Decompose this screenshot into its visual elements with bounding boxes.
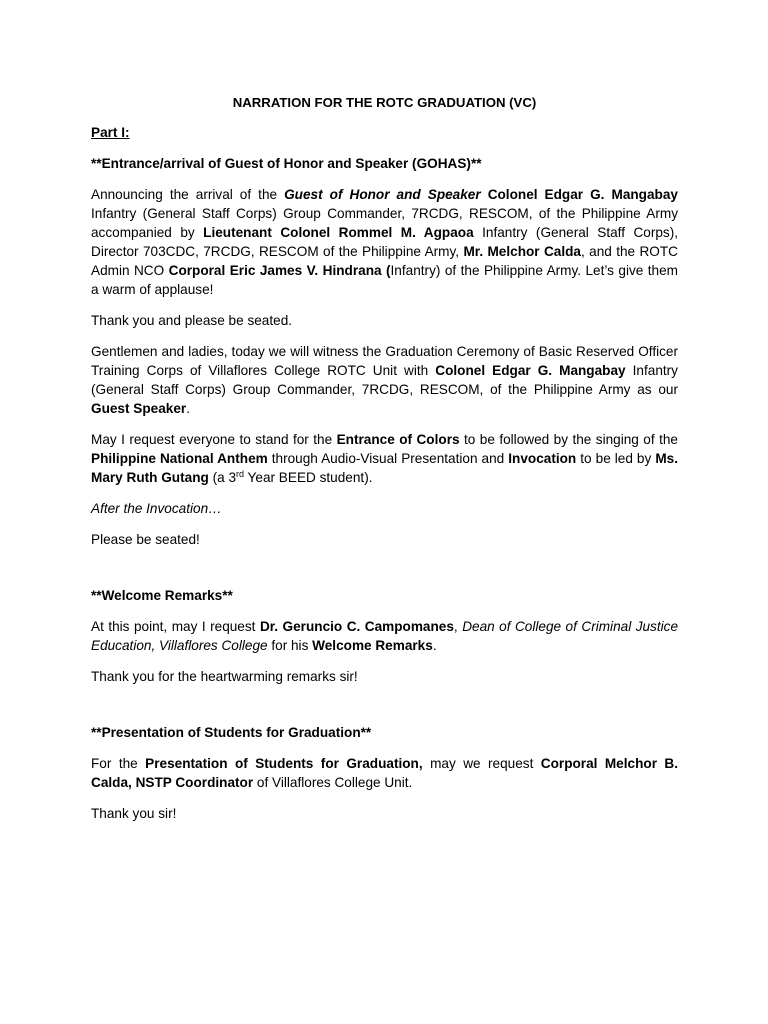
section-gap xyxy=(91,561,678,586)
paragraph-presentation-thanks: Thank you sir! xyxy=(91,806,177,821)
paragraph-ceremony: Gentlemen and ladies, today we will witness the Graduation Ceremony of Basic Reserved Officer Training Corps of Villaflores College ROTC Unit with Colonel Edgar G. Mangabay Infantry (General Staff Corps) Group Commander, 7RCDG, RESCOM, of the Philippine Army as our Guest Speaker. xyxy=(91,344,678,416)
section-heading-presentation: **Presentation of Students for Graduation** xyxy=(91,725,372,740)
document-title: NARRATION FOR THE ROTC GRADUATION (VC) xyxy=(232,95,537,110)
paragraph-welcome-thanks: Thank you for the heartwarming remarks sir! xyxy=(91,669,358,684)
part-label: Part I: xyxy=(91,125,130,140)
section-heading-welcome: **Welcome Remarks** xyxy=(91,588,233,603)
paragraph-after-invocation: After the Invocation… xyxy=(91,501,222,516)
paragraph-presentation-request: For the Presentation of Students for Graduation, may we request Corporal Melchor B. Calda, NSTP Coordinator of Villaflores College Unit. xyxy=(91,756,679,790)
paragraph-arrival: Announcing the arrival of the Guest of Honor and Speaker Colonel Edgar G. Mangabay Infantry (General Staff Corps) Group Commander, 7RCDG, RESCOM, of the Philippine Army accompanied by Lieutenant Colonel Rommel M. Agpaoa Infantry (General Staff Corps), Director 703CDC, 7RCDG, RESCOM of the Philippine Army, Mr. Melchor Calda, and the ROTC Admin NCO Corporal Eric James V. Hindrana (Infantry) of the Philippine Army. Let’s give them a warm of applause! xyxy=(91,187,679,297)
paragraph-please-seated: Please be seated! xyxy=(91,532,200,547)
paragraph-seated: Thank you and please be seated. xyxy=(91,313,293,328)
paragraph-welcome-request: At this point, may I request Dr. Geruncio C. Campomanes, Dean of College of Criminal Justice Education, Villaflores College for his Welcome Remarks. xyxy=(91,619,679,653)
document-body xyxy=(91,93,678,835)
paragraph-colors: May I request everyone to stand for the Entrance of Colors to be followed by the singing of the Philippine National Anthem through Audio-Visual Presentation and Invocation to be led by Ms. Mary Ruth Gutang (a 3rd Year BEED student). xyxy=(91,432,678,485)
section-heading-gohas: **Entrance/arrival of Guest of Honor and Speaker (GOHAS)** xyxy=(91,156,482,171)
section-gap xyxy=(91,698,678,723)
